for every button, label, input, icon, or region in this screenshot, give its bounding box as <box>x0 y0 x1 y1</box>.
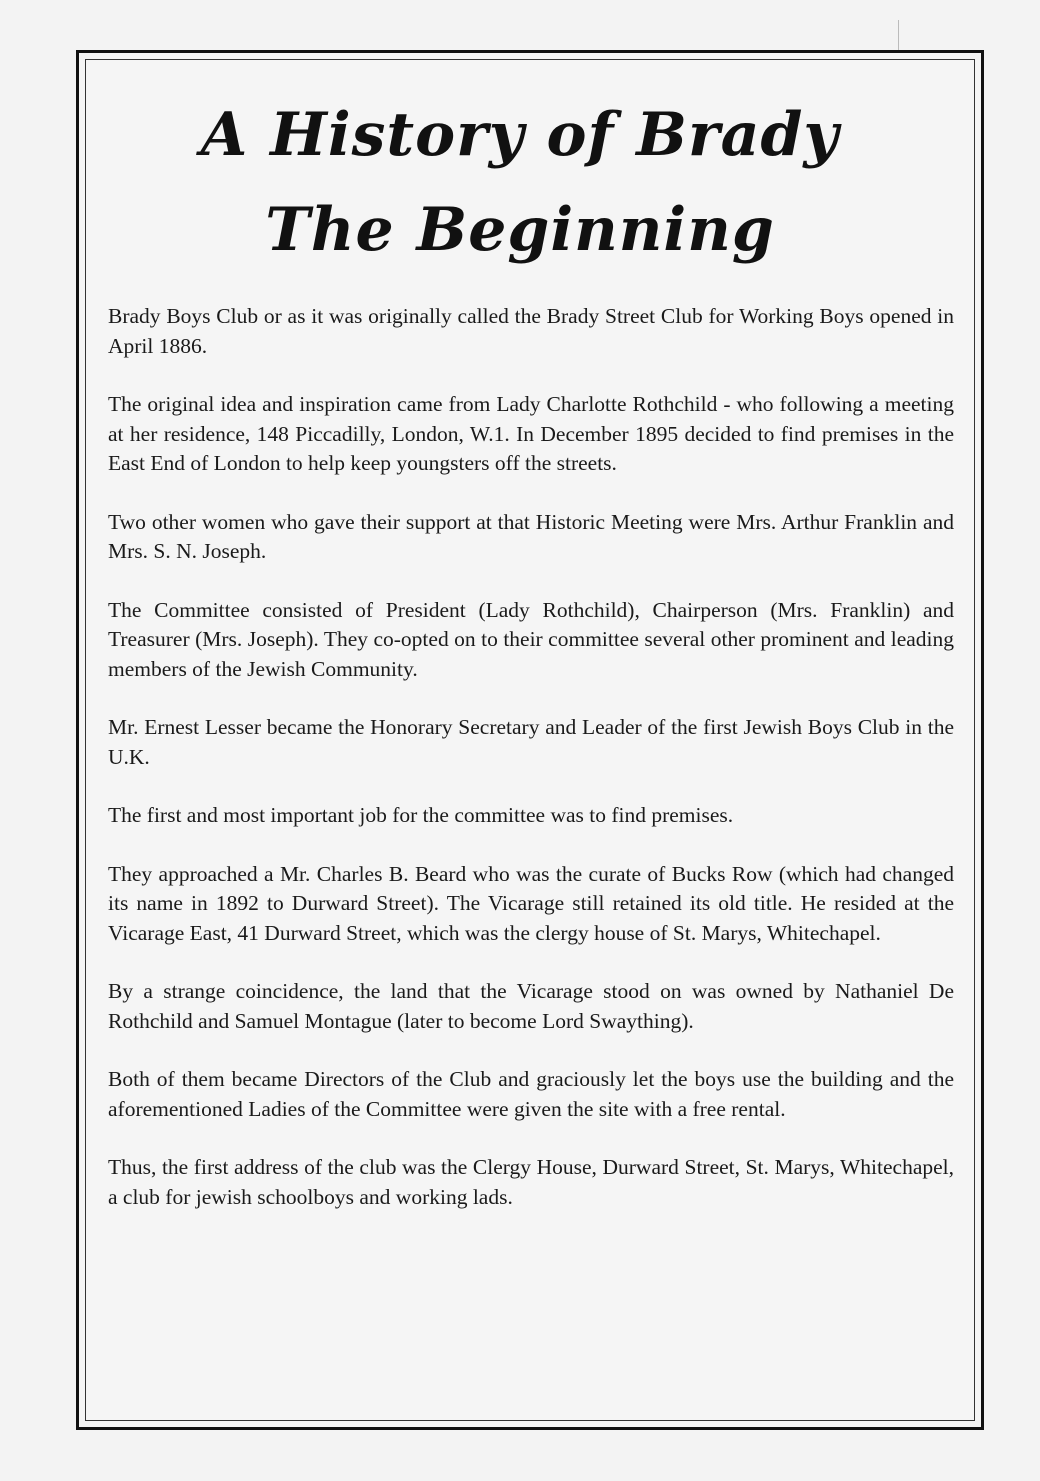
paragraph-supporters: Two other women who gave their support at that Historic Meeting were Mrs. Arthur Franklin and Mrs. S. N. Joseph. <box>108 509 954 563</box>
paragraph-coincidence: By a strange coincidence, the land that the Vicarage stood on was owned by Nathaniel De Rothchild and Samuel Montague (later to become Lord Swaything). <box>108 979 954 1033</box>
article-body <box>108 302 954 1241</box>
page-subtitle: The Beginning <box>265 195 775 265</box>
paragraph-committee: The Committee consisted of President (Lady Rothchild), Chairperson (Mrs. Franklin) and Treasurer (Mrs. Joseph). They co-opted on to their committee several other prominent and leading members of the Jewish Community. <box>108 597 954 681</box>
paragraph-directors: Both of them became Directors of the Club and graciously let the boys use the building and the aforementioned Ladies of the Committee were given the site with a free rental. <box>108 1067 954 1121</box>
paragraph-premises: The first and most important job for the committee was to find premises. <box>108 803 734 827</box>
page-title: A History of Brady <box>200 100 840 170</box>
paragraph-opening: Brady Boys Club or as it was originally called the Brady Street Club for Working Boys opened in April 1886. <box>108 304 954 358</box>
paragraph-origin: The original idea and inspiration came from Lady Charlotte Rothchild - who following a meeting at her residence, 148 Piccadilly, London, W.1. In December 1895 decided to find premises in the East End of London to help keep youngsters off the streets. <box>108 392 954 475</box>
paragraph-curate: They approached a Mr. Charles B. Beard who was the curate of Bucks Row (which had changed its name in 1892 to Durward Street). The Vicarage still retained its old title. He resided at the Vicarage East, 41 Durward Street, which was the clergy house of St. Marys, Whitechapel. <box>108 861 954 945</box>
paragraph-first-address: Thus, the first address of the club was the Clergy House, Durward Street, St. Marys, Whitechapel, a club for jewish schoolboys and working lads. <box>108 1155 954 1209</box>
paragraph-secretary: Mr. Ernest Lesser became the Honorary Secretary and Leader of the first Jewish Boys Club in the U.K. <box>108 715 954 769</box>
